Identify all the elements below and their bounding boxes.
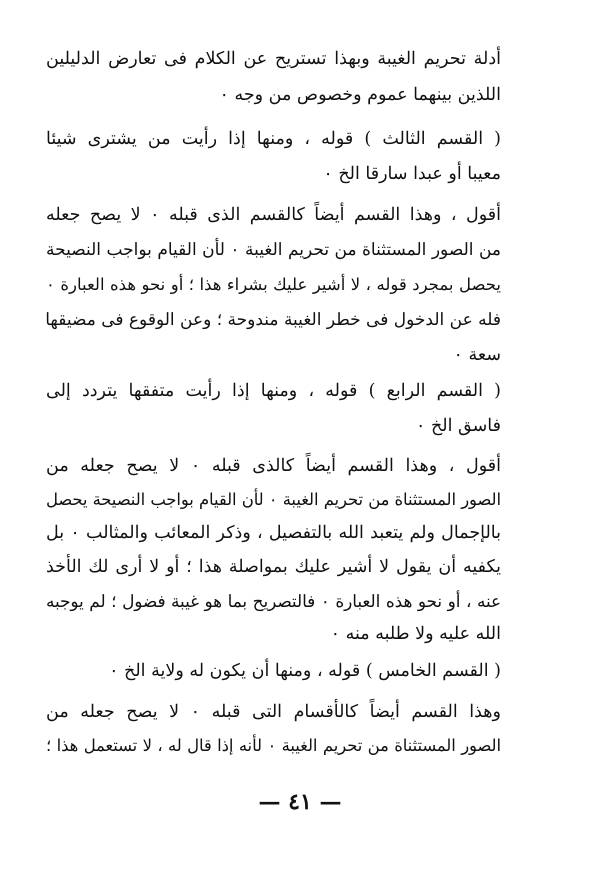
text-line: وهذا القسم أيضاً كالأقسام التى قبله ٠ لا يصح جعله من (46, 702, 501, 722)
text-line: فاسق الخ ٠ (416, 416, 501, 436)
text-line: ( القسم الرابع ) قوله ، ومنها إذا رأيت متفقها يتردد إلى (46, 381, 501, 401)
text-line: الصور المستثناة من تحريم الغيبة ٠ لأنه إذا قال له ، لا تستعمل هذا ؛ (46, 736, 501, 755)
text-line: ( القسم الخامس ) قوله ، ومنها أن يكون له ولاية الخ ٠ (109, 661, 501, 681)
text-line: ( القسم الثالث ) قوله ، ومنها إذا رأيت من يشترى شيئا (46, 129, 501, 149)
text-line: الصور المستثناة من تحريم الغيبة ٠ لأن القيام بواجب النصيحة يحصل (46, 490, 501, 509)
text-line: أقول ، وهذا القسم أيضاً كالذى قبله ٠ لا يصح جعله من (46, 456, 501, 476)
text-line: عنه ، أو نحو هذه العبارة ٠ فالتصريح بما هو غيبة فضول ؛ لم يوجبه (46, 591, 502, 611)
text-line: اللذين بينهما عموم وخصوص من وجه ٠ (219, 85, 501, 105)
text-line: بالإجمال ولم يتعبد الله بالتفصيل ، وذكر المعائب والمثالب ٠ بل (46, 523, 502, 543)
text-line: يحصل بمجرد قوله ، لا أشير عليك بشراء هذا ؛ أو نحو هذه العبارة ٠ (46, 275, 501, 294)
page-number: — ٤١ — (258, 789, 342, 815)
text-line: سعة ٠ (453, 345, 501, 365)
text-line: الله عليه ولا طلبه منه ٠ (330, 624, 501, 644)
text-line: أقول ، وهذا القسم أيضاً كالقسم الذى قبله ٠ لا يصح جعله (46, 205, 501, 225)
text-line: معيبا أو عبدا سارقا الخ ٠ (323, 164, 501, 184)
text-line: أدلة تحريم الغيبة وبهذا تستريح عن الكلام فى تعارض الدليلين (46, 49, 501, 69)
text-line: من الصور المستثناة من تحريم الغيبة ٠ لأن القيام بواجب النصيحة (46, 240, 501, 260)
text-line: يكفيه أن يقول لا أشير عليك بمواصلة هذا ؛ أو لا أرى لك الأخذ (46, 557, 501, 577)
text-line: فله عن الدخول فى خطر الغيبة مندوحة ؛ وعن الوقوع فى مضيقها (45, 310, 501, 330)
